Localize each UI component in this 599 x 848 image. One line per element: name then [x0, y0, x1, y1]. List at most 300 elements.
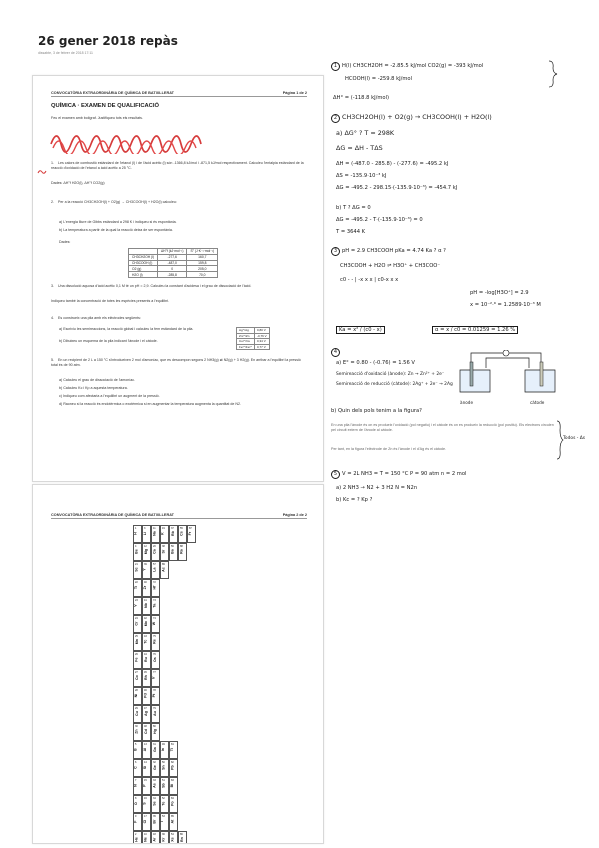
atomic-number: 84 [171, 797, 174, 800]
question-4: 4. Es construeix una pila amb els elèctrodes següents: [51, 316, 141, 320]
element-cell [142, 723, 151, 741]
note-title: 26 gener 2018 repàs [38, 34, 178, 48]
atomic-number: 74 [153, 617, 156, 620]
element-symbol: Al [143, 747, 148, 752]
atomic-number: 7 [135, 779, 137, 782]
question-5-text: En un recipient de 2 L a 150 °C s'introdueixen 2 mol d'amoníac, que es descompon segons 2 NH3(g) ⇌ N2(g) + 3 H2(g). En arribar a l'equilibri la pressió total és de 90 atm. [51, 358, 301, 367]
element-symbol: Be [134, 549, 139, 554]
solution-3-ka [336, 327, 385, 333]
atomic-number: 76 [153, 653, 156, 656]
atomic-number: 27 [135, 671, 138, 674]
note-meta: dissabte, 3 de febrer de 2018 17:11 [38, 51, 94, 55]
element-symbol: Fe [134, 657, 139, 662]
solution-1-text-1: H(l) CH3CH2OH = -2.85.5 kJ/mol CO2(g) = -393 kJ/mol [342, 63, 484, 69]
element-cell [169, 759, 178, 777]
element-cell [133, 831, 142, 844]
solution-1-line-1 [331, 62, 483, 71]
element-symbol: Na [152, 531, 157, 536]
element-symbol: Pd [143, 693, 148, 698]
galvanic-cell-drawing [450, 350, 570, 400]
atomic-number: 89 [162, 563, 165, 566]
element-cell [133, 777, 142, 795]
solution-2b-eq: ΔG = -495.2 - T·(-135.9·10⁻³) = 0 [336, 217, 423, 223]
table-cell: 159,8 [187, 260, 218, 266]
atomic-number: 35 [153, 815, 156, 818]
question-1: 1. Les calors de combustió estàndard de l'etanol (l) i de l'àcid acètic (l) són -1366,8 kJ/mol i -871,5 kJ/mol respectivament. Calculeu l'entalpia estàndard de la reacció d'oxidació de l'etanol a àcid acètic a 25 °C. [51, 161, 304, 170]
question-4b: b) Dibuixeu un esquema de la pila indicant l'ànode i el càtode. [59, 339, 158, 343]
table-cell: 0,34 V [255, 339, 270, 345]
question-2-text: Per a la reacció CH3CH2OH(l) + O2(g) → CH3COOH(l) + H2O(l) calculeu: [58, 200, 177, 204]
atomic-number: 34 [153, 797, 156, 800]
element-symbol: Cu [134, 711, 139, 716]
element-symbol: Sn [161, 765, 166, 770]
element-cell [142, 651, 151, 669]
atomic-number: 44 [144, 653, 147, 656]
step-number-1: 1 [331, 62, 340, 71]
atomic-number: 54 [171, 833, 174, 836]
table-cell: O2 (g) [129, 266, 158, 272]
element-cell [133, 651, 142, 669]
element-cell [160, 525, 169, 543]
solution-1-line-2: HCOOH(l) = -259.8 kJ/mol [345, 76, 413, 82]
atomic-number: 49 [162, 743, 165, 746]
element-symbol: Sr [161, 549, 166, 554]
atomic-number: 41 [144, 599, 147, 602]
exam-printout-page [32, 75, 324, 482]
element-symbol: Ga [152, 747, 157, 752]
element-cell [151, 615, 160, 633]
element-cell [151, 723, 160, 741]
solution-2-title [331, 114, 492, 123]
element-cell [133, 705, 142, 723]
element-symbol: Pt [152, 693, 157, 698]
atomic-number: 24 [135, 617, 138, 620]
atomic-number: 73 [153, 599, 156, 602]
element-cell [133, 687, 142, 705]
element-symbol: In [161, 748, 165, 752]
element-cell [169, 831, 178, 844]
element-symbol: Mg [144, 549, 148, 555]
table-cell: CH3CH2OH (l) [129, 254, 158, 260]
atomic-number: 50 [162, 761, 165, 764]
element-cell [142, 543, 151, 561]
table-cell: -277,6 [157, 254, 186, 260]
atomic-number: 87 [189, 527, 192, 530]
table-cell: 160,7 [187, 254, 218, 260]
atomic-number: 56 [171, 545, 174, 548]
exam-title: QUÍMICA · EXAMEN DE QUALIFICACIÓ [51, 103, 159, 109]
solution-3-ka-box: Ka = x² / (c0 - x) [336, 326, 385, 334]
element-cell [142, 525, 151, 543]
question-1-text: Les calors de combustió estàndard de l'etanol (l) i de l'àcid acètic (l) són -1366,8 kJ/mol i -871,5 kJ/mol respectivament. Calculeu l'entalpia estàndard de la reacció d'oxidació de l'etanol a àcid acètic a 25 °C. [51, 161, 304, 170]
element-cell [142, 687, 151, 705]
element-symbol: Ra [179, 549, 184, 554]
element-symbol: Sc [134, 567, 139, 572]
atomic-number: 29 [135, 707, 138, 710]
atomic-number: 57 [153, 563, 156, 566]
element-cell [151, 669, 160, 687]
atomic-number: 86 [180, 833, 183, 836]
exam-header-left: CONVOCATÒRIA EXTRAORDINÀRIA DE QUÍMICA DE BATXILLERAT [51, 91, 174, 95]
element-cell [160, 759, 169, 777]
solution-4-reduction: Semireacció de reducció (càtode): 2Ag⁺ + 2e⁻ → 2Ag [336, 382, 453, 387]
atomic-number: 72 [153, 581, 156, 584]
element-cell [169, 813, 178, 831]
table-row [129, 272, 218, 278]
element-cell [151, 687, 160, 705]
step-number-4: 4 [331, 348, 340, 357]
element-symbol: Hf [152, 585, 157, 590]
solution-2b: b) T ? ΔG = 0 [336, 205, 371, 211]
element-symbol: Kr [161, 837, 166, 842]
question-5c: c) Indiqueu com afectaria a l'equilibri un augment de la pressió. [59, 394, 160, 398]
atomic-number: 4 [135, 545, 137, 548]
atomic-number: 81 [171, 743, 174, 746]
atomic-number: 53 [162, 815, 165, 818]
solution-2-title-text: CH3CH2OH(l) + O2(g) → CH3COOH(l) + H2O(l) [342, 113, 492, 121]
element-cell [142, 597, 151, 615]
element-symbol: Hg [152, 729, 157, 734]
table-cell: -0,76 V [255, 333, 270, 339]
element-cell [151, 831, 160, 844]
element-cell [133, 723, 142, 741]
atomic-number: 10 [144, 833, 147, 836]
element-symbol: Mo [144, 621, 148, 627]
table-cell: 0,80 V [255, 328, 270, 334]
table-cell: 70,0 [187, 272, 218, 278]
solution-3-title-text: pH = 2.9 CH3COOH pKa = 4.74 Ka ? α ? [342, 248, 446, 254]
atomic-number: 82 [171, 761, 174, 764]
atomic-number: 77 [153, 671, 156, 674]
element-cell [169, 777, 178, 795]
solution-5-title-text: V = 2L NH3 = T = 150 °C P = 90 atm n = 2 mol [342, 471, 467, 477]
element-cell [133, 759, 142, 777]
element-symbol: Sb [161, 783, 166, 788]
element-symbol: Zn [134, 729, 139, 734]
element-symbol: Re [152, 639, 157, 644]
atomic-number: 45 [144, 671, 147, 674]
thermo-data-table [128, 248, 218, 278]
question-5b: b) Calculeu Kc i Kp a aquesta temperatura. [59, 386, 128, 390]
question-1-data: Dades: ΔH°f H2O(l), ΔH°f CO2(g) [51, 181, 105, 185]
solution-5-title [331, 470, 466, 479]
element-symbol: Cr [134, 621, 139, 626]
atomic-number: 43 [144, 635, 147, 638]
element-cell [151, 759, 160, 777]
element-cell [142, 579, 151, 597]
atomic-number: 17 [144, 815, 147, 818]
table-cell: Zn²⁺/Zn [237, 333, 255, 339]
table-cell: 0 [157, 266, 186, 272]
element-cell [133, 525, 142, 543]
solution-4a: a) E° = 0.80 - (-0.76) = 1.56 V [336, 360, 415, 366]
element-symbol: Se [152, 801, 157, 806]
atomic-number: 33 [153, 779, 156, 782]
atomic-number: 1 [135, 527, 137, 530]
atomic-number: 15 [144, 779, 147, 782]
question-2a: a) L'energia lliure de Gibbs estàndard a 298 K i indiqueu si és espontània. [59, 220, 177, 224]
element-cell [160, 741, 169, 759]
table-page-header [51, 513, 307, 519]
atomic-number: 85 [171, 815, 174, 818]
solution-3-alpha-box: α = x / c0 = 0.01259 = 1.26 % [432, 326, 518, 334]
atomic-number: 39 [144, 563, 147, 566]
element-symbol: Te [161, 801, 166, 806]
atomic-number: 52 [162, 797, 165, 800]
anode-label: ànode [460, 400, 474, 405]
element-symbol: La [152, 567, 157, 572]
atomic-number: 78 [153, 689, 156, 692]
atomic-number: 12 [144, 545, 147, 548]
question-3: 3. Una dissolució aquosa d'àcid acètic 0,1 M té un pH = 2,9. Calculeu la constant d'acidesa i el grau de dissociació de l'àcid. [51, 284, 252, 288]
element-cell [133, 579, 142, 597]
question-3-text: Una dissolució aquosa d'àcid acètic 0,1 M té un pH = 2,9. Calculeu la constant d'acidesa i el grau de dissociació de l'àcid. [58, 284, 252, 288]
exam-header [51, 91, 307, 97]
element-symbol: Cl [143, 819, 148, 824]
atomic-number: 19 [162, 527, 165, 530]
brace-mark [548, 60, 558, 88]
element-cell [160, 777, 169, 795]
question-4-text: Es construeix una pila amb els elèctrodes següents: [58, 316, 141, 320]
table-row [237, 344, 270, 350]
atomic-number: 20 [153, 545, 156, 548]
element-cell [151, 795, 160, 813]
element-cell [133, 597, 142, 615]
atomic-number: 32 [153, 761, 156, 764]
element-symbol: Pb [170, 765, 175, 770]
atomic-number: 3 [144, 527, 146, 530]
red-tilde-mark [37, 169, 47, 175]
element-cell [133, 561, 142, 579]
solution-4-title [331, 348, 342, 357]
element-symbol: Zr [143, 585, 148, 590]
atomic-number: 88 [180, 545, 183, 548]
solution-2b-result: T = 3644 K [336, 229, 366, 235]
element-cell [142, 705, 151, 723]
element-symbol: F [133, 820, 138, 823]
element-symbol: He [134, 837, 139, 842]
element-cell [142, 831, 151, 844]
question-2b: b) La temperatura a partir de la qual la reacció deixa de ser espontània. [59, 228, 173, 232]
table-page-header-right: Pàgina 2 de 2 [282, 513, 307, 517]
element-symbol: Mn [135, 639, 139, 645]
atomic-number: 36 [162, 833, 165, 836]
atomic-number: 2 [135, 833, 137, 836]
solution-4-typed-2: Per tant, en la figura l'elèctrode de Zn és l'ànode i el d'Ag és el càtode. [331, 447, 447, 451]
element-cell [160, 813, 169, 831]
question-4a: a) Escriviu les semireaccions, la reacció global i calculeu la fem estàndard de la pila. [59, 327, 194, 331]
element-symbol: Tc [143, 639, 148, 644]
element-symbol: P [142, 784, 147, 787]
element-cell [160, 795, 169, 813]
solution-2-formula: ΔG = ΔH - TΔS [336, 144, 383, 152]
element-symbol: Ac [161, 567, 166, 572]
element-symbol: Y [142, 568, 147, 571]
element-cell [142, 741, 151, 759]
element-cell [142, 795, 151, 813]
atomic-number: 8 [135, 797, 137, 800]
atomic-number: 23 [135, 599, 138, 602]
step-number-5: 5 [331, 470, 340, 479]
solution-2-dg: ΔG = -495.2 - 298.15·(-135.9·10⁻³) = -454.7 kJ [336, 185, 458, 191]
exam-intro: Feu el examen amb bolígraf. Justifiqueu tots els resultats. [51, 116, 143, 120]
element-cell [151, 741, 160, 759]
solution-4-oxidation: Semireacció d'oxidació (ànode): Zn → Zn²⁺ + 2e⁻ [336, 372, 445, 377]
element-symbol: W [152, 621, 157, 626]
element-symbol: Tl [170, 748, 174, 752]
element-symbol: Au [152, 711, 157, 716]
element-cell [133, 615, 142, 633]
element-cell [151, 777, 160, 795]
element-symbol: I [159, 821, 164, 823]
atomic-number: 9 [135, 815, 137, 818]
atomic-number: 21 [135, 563, 138, 566]
solution-2-dh: ΔH = (-487.0 - 285.8) - (-277.6) = -495.2 kJ [336, 161, 449, 167]
element-cell [160, 831, 169, 844]
solution-1-line-3: ΔH° = (-118.8 kJ/mol) [333, 95, 390, 101]
element-cell [133, 741, 142, 759]
element-cell [142, 561, 151, 579]
element-cell [151, 543, 160, 561]
element-symbol: Ir [151, 676, 156, 679]
atomic-number: 11 [153, 527, 156, 530]
atomic-number: 22 [135, 581, 138, 584]
question-5a: a) Calculeu el grau de dissociació de l'amoníac. [59, 378, 135, 382]
element-symbol: Fr [188, 531, 193, 536]
element-symbol: Nb [143, 603, 148, 608]
element-cell [142, 813, 151, 831]
element-symbol: S [142, 802, 147, 805]
element-symbol: V [133, 604, 138, 607]
solution-3-ph: pH = -log[H3O⁺] = 2.9 [470, 290, 529, 296]
table-cell: -487,0 [157, 260, 186, 266]
element-cell [178, 543, 187, 561]
exam-header-right: Pàgina 1 de 2 [282, 91, 307, 95]
element-symbol: N [133, 784, 138, 787]
question-5: 5. En un recipient de 2 L a 150 °C s'introdueixen 2 mol d'amoníac, que es descompon segons 2 NH3(g) ⇌ N2(g) + 3 H2(g). En arribar a l'equilibri la pressió total és de 90 atm. [51, 358, 301, 367]
element-cell [133, 669, 142, 687]
table-cell: Ag⁺/Ag [237, 328, 255, 334]
solution-3-alpha [432, 327, 518, 333]
solution-3-ice-table: c0 - - | -x x x | c0-x x x [340, 277, 399, 283]
element-cell [133, 795, 142, 813]
atomic-number: 48 [144, 725, 147, 728]
atomic-number: 79 [153, 707, 156, 710]
element-cell [151, 597, 160, 615]
element-cell [142, 633, 151, 651]
solution-5a: a) 2 NH3 → N2 + 3 H2 N = N2n [336, 485, 418, 491]
element-symbol: Cd [143, 729, 148, 734]
element-symbol: As [152, 783, 157, 788]
element-symbol: Bi [170, 783, 175, 788]
atomic-number: 31 [153, 743, 156, 746]
element-cell [151, 813, 160, 831]
atomic-number: 13 [144, 743, 147, 746]
element-symbol: Si [143, 765, 148, 770]
atomic-number: 18 [153, 833, 156, 836]
atomic-number: 37 [171, 527, 174, 530]
data-caption: Dades: [59, 240, 71, 244]
thermo-head-cell: S° (J·K⁻¹·mol⁻¹) [187, 249, 218, 255]
periodic-table-page [32, 484, 324, 844]
element-cell [142, 777, 151, 795]
table-cell: CH3COOH (l) [129, 260, 158, 266]
element-cell [169, 543, 178, 561]
cathode-label: càtode [530, 400, 545, 405]
atomic-number: 30 [135, 725, 138, 728]
step-number-2: 2 [331, 114, 340, 123]
element-cell [142, 759, 151, 777]
element-cell [169, 795, 178, 813]
element-symbol: Ne [143, 837, 148, 842]
element-symbol: At [170, 819, 175, 824]
atomic-number: 51 [162, 779, 165, 782]
element-symbol: Co [134, 675, 139, 680]
element-symbol: Ag [143, 711, 148, 716]
element-cell [178, 831, 187, 844]
element-symbol: Cs [179, 531, 184, 536]
element-cell [151, 651, 160, 669]
element-cell [151, 525, 160, 543]
atomic-number: 47 [144, 707, 147, 710]
step-number-3: 3 [331, 247, 340, 256]
element-symbol: Li [143, 532, 147, 536]
atomic-number: 55 [180, 527, 183, 530]
atomic-number: 75 [153, 635, 156, 638]
element-cell [151, 705, 160, 723]
thermo-head-cell: ΔH°f (kJ·mol⁻¹) [157, 249, 186, 255]
table-cell: 205,0 [187, 266, 218, 272]
element-cell [133, 813, 142, 831]
element-symbol: Rb [170, 531, 175, 536]
atomic-number: 25 [135, 635, 138, 638]
atomic-number: 26 [135, 653, 138, 656]
element-cell [133, 543, 142, 561]
element-symbol: Ge [152, 765, 157, 770]
element-cell [142, 615, 151, 633]
element-symbol: Xe [170, 837, 175, 842]
table-cell: -285,8 [157, 272, 186, 278]
atomic-number: 14 [144, 761, 147, 764]
atomic-number: 40 [144, 581, 147, 584]
element-symbol: Ti [133, 586, 138, 590]
element-symbol: K [160, 532, 165, 535]
element-symbol: Ca [152, 549, 157, 554]
element-cell [160, 543, 169, 561]
atomic-number: 5 [135, 743, 137, 746]
side-note: Todos - Δs [563, 436, 586, 441]
solution-2-ds: ΔS = -135.9·10⁻³ kJ [336, 173, 387, 179]
table-cell: H2O (l) [129, 272, 158, 278]
element-symbol: Rn [179, 837, 184, 842]
solution-3-title [331, 247, 446, 256]
solution-4-typed-1: En una pila l'ànode és on es produeix l'oxidació (pol negatiu) i el càtode és on es produeix la reducció (pol positiu). Els electrons circulen pel circuit extern de l'ànode al càtode. [331, 423, 554, 432]
solution-3-x: x = 10⁻²·⁹ = 1.2589·10⁻³ M [470, 302, 541, 308]
element-symbol: Ar [152, 837, 157, 842]
atomic-number: 46 [144, 689, 147, 692]
element-cell [151, 579, 160, 597]
atomic-number: 16 [144, 797, 147, 800]
element-symbol: Br [152, 819, 157, 824]
element-symbol: Ni [134, 693, 139, 698]
element-symbol: Rh [143, 675, 148, 680]
atomic-number: 28 [135, 689, 138, 692]
atomic-number: 6 [135, 761, 137, 764]
potentials-table [236, 327, 270, 350]
element-cell [151, 561, 160, 579]
table-page-header-left: CONVOCATÒRIA EXTRAORDINÀRIA DE QUÍMICA DE BATXILLERAT [51, 513, 174, 517]
element-cell [178, 525, 187, 543]
